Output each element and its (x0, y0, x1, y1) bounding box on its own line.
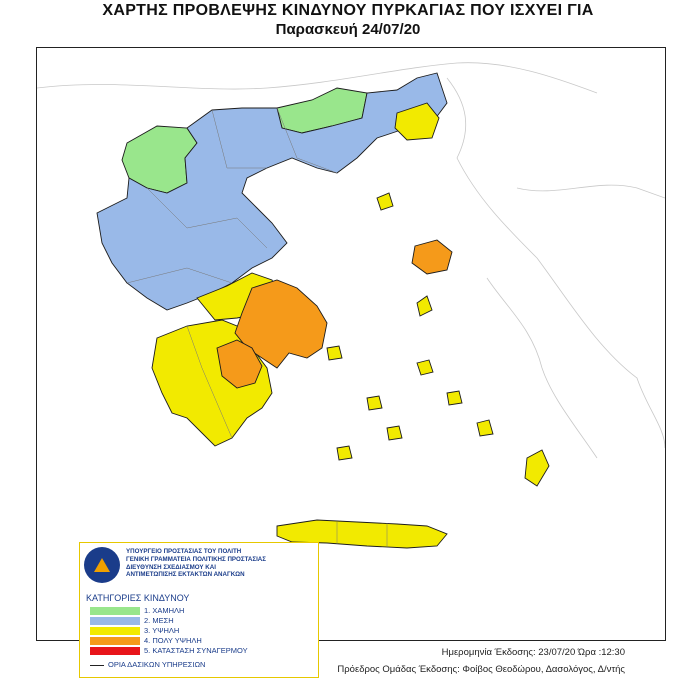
region-medium-risk (97, 73, 447, 310)
legend-swatch (90, 647, 140, 655)
legend-item-medium (90, 617, 318, 626)
org-line: ΔΙΕΥΘΥΝΣΗ ΣΧΕΔΙΑΣΜΟΥ ΚΑΙ (126, 563, 216, 571)
map-date: Παρασκευή 24/07/20 (275, 21, 421, 38)
legend-swatch (90, 637, 140, 645)
legend-item-alert (90, 647, 318, 656)
issuing-organisation (126, 548, 266, 579)
org-line: ΓΕΝΙΚΗ ΓΡΑΜΜΑΤΕΙΑ ΠΟΛΙΤΙΚΗΣ ΠΡΟΣΤΑΣΙΑΣ (126, 555, 266, 563)
border-line-icon (90, 665, 104, 666)
legend-swatch (90, 617, 140, 625)
region-high-risk (327, 193, 493, 460)
legend-item-low (90, 607, 318, 616)
map-legend (79, 542, 319, 678)
issuing-author: Πρόεδρος Ομάδας Έκδοσης: Φοίβος Θεοδώρου, Δασολόγος, Δ/ντής (337, 664, 625, 675)
legend-label: 5. ΚΑΤΑΣΤΑΣΗ ΣΥΝΑΓΕΡΜΟΥ (144, 646, 248, 655)
region-very-high-risk (412, 240, 452, 274)
legend-swatch (90, 627, 140, 635)
region-high-risk (525, 450, 549, 486)
legend-label: 2. ΜΕΣΗ (144, 616, 174, 625)
civil-protection-seal-icon (84, 547, 120, 583)
legend-item-borders (90, 660, 205, 669)
legend-label: 1. ΧΑΜΗΛΗ (144, 606, 185, 615)
legend-item-high (90, 627, 318, 636)
issue-date: Ημερομηνία Έκδοσης: 23/07/20 Ώρα :12:30 (441, 647, 625, 658)
org-line: ΑΝΤΙΜΕΤΩΠΙΣΗΣ ΕΚΤΑΚΤΩΝ ΑΝΑΓΚΩΝ (126, 571, 245, 579)
legend-item-very-high (90, 637, 318, 646)
legend-swatch (90, 607, 140, 615)
map-frame (36, 47, 666, 675)
legend-categories-title: ΚΑΤΗΓΟΡΙΕΣ ΚΙΝΔΥΝΟΥ (86, 593, 190, 603)
legend-label: 4. ΠΟΛΥ ΥΨΗΛΗ (144, 636, 202, 645)
legend-label: ΟΡΙΑ ΔΑΣΙΚΩΝ ΥΠΗΡΕΣΙΩΝ (108, 660, 206, 669)
map-title: ΧΑΡΤΗΣ ΠΡΟΒΛΕΨΗΣ ΚΙΝΔΥΝΟΥ ΠΥΡΚΑΓΙΑΣ ΠΟΥ ΙΣΧΥΕΙ ΓΙΑ (102, 2, 594, 19)
org-line: ΥΠΟΥΡΓΕΙΟ ΠΡΟΣΤΑΣΙΑΣ ΤΟΥ ΠΟΛΙΤΗ (126, 548, 242, 555)
legend-label: 3. ΥΨΗΛΗ (144, 626, 180, 635)
